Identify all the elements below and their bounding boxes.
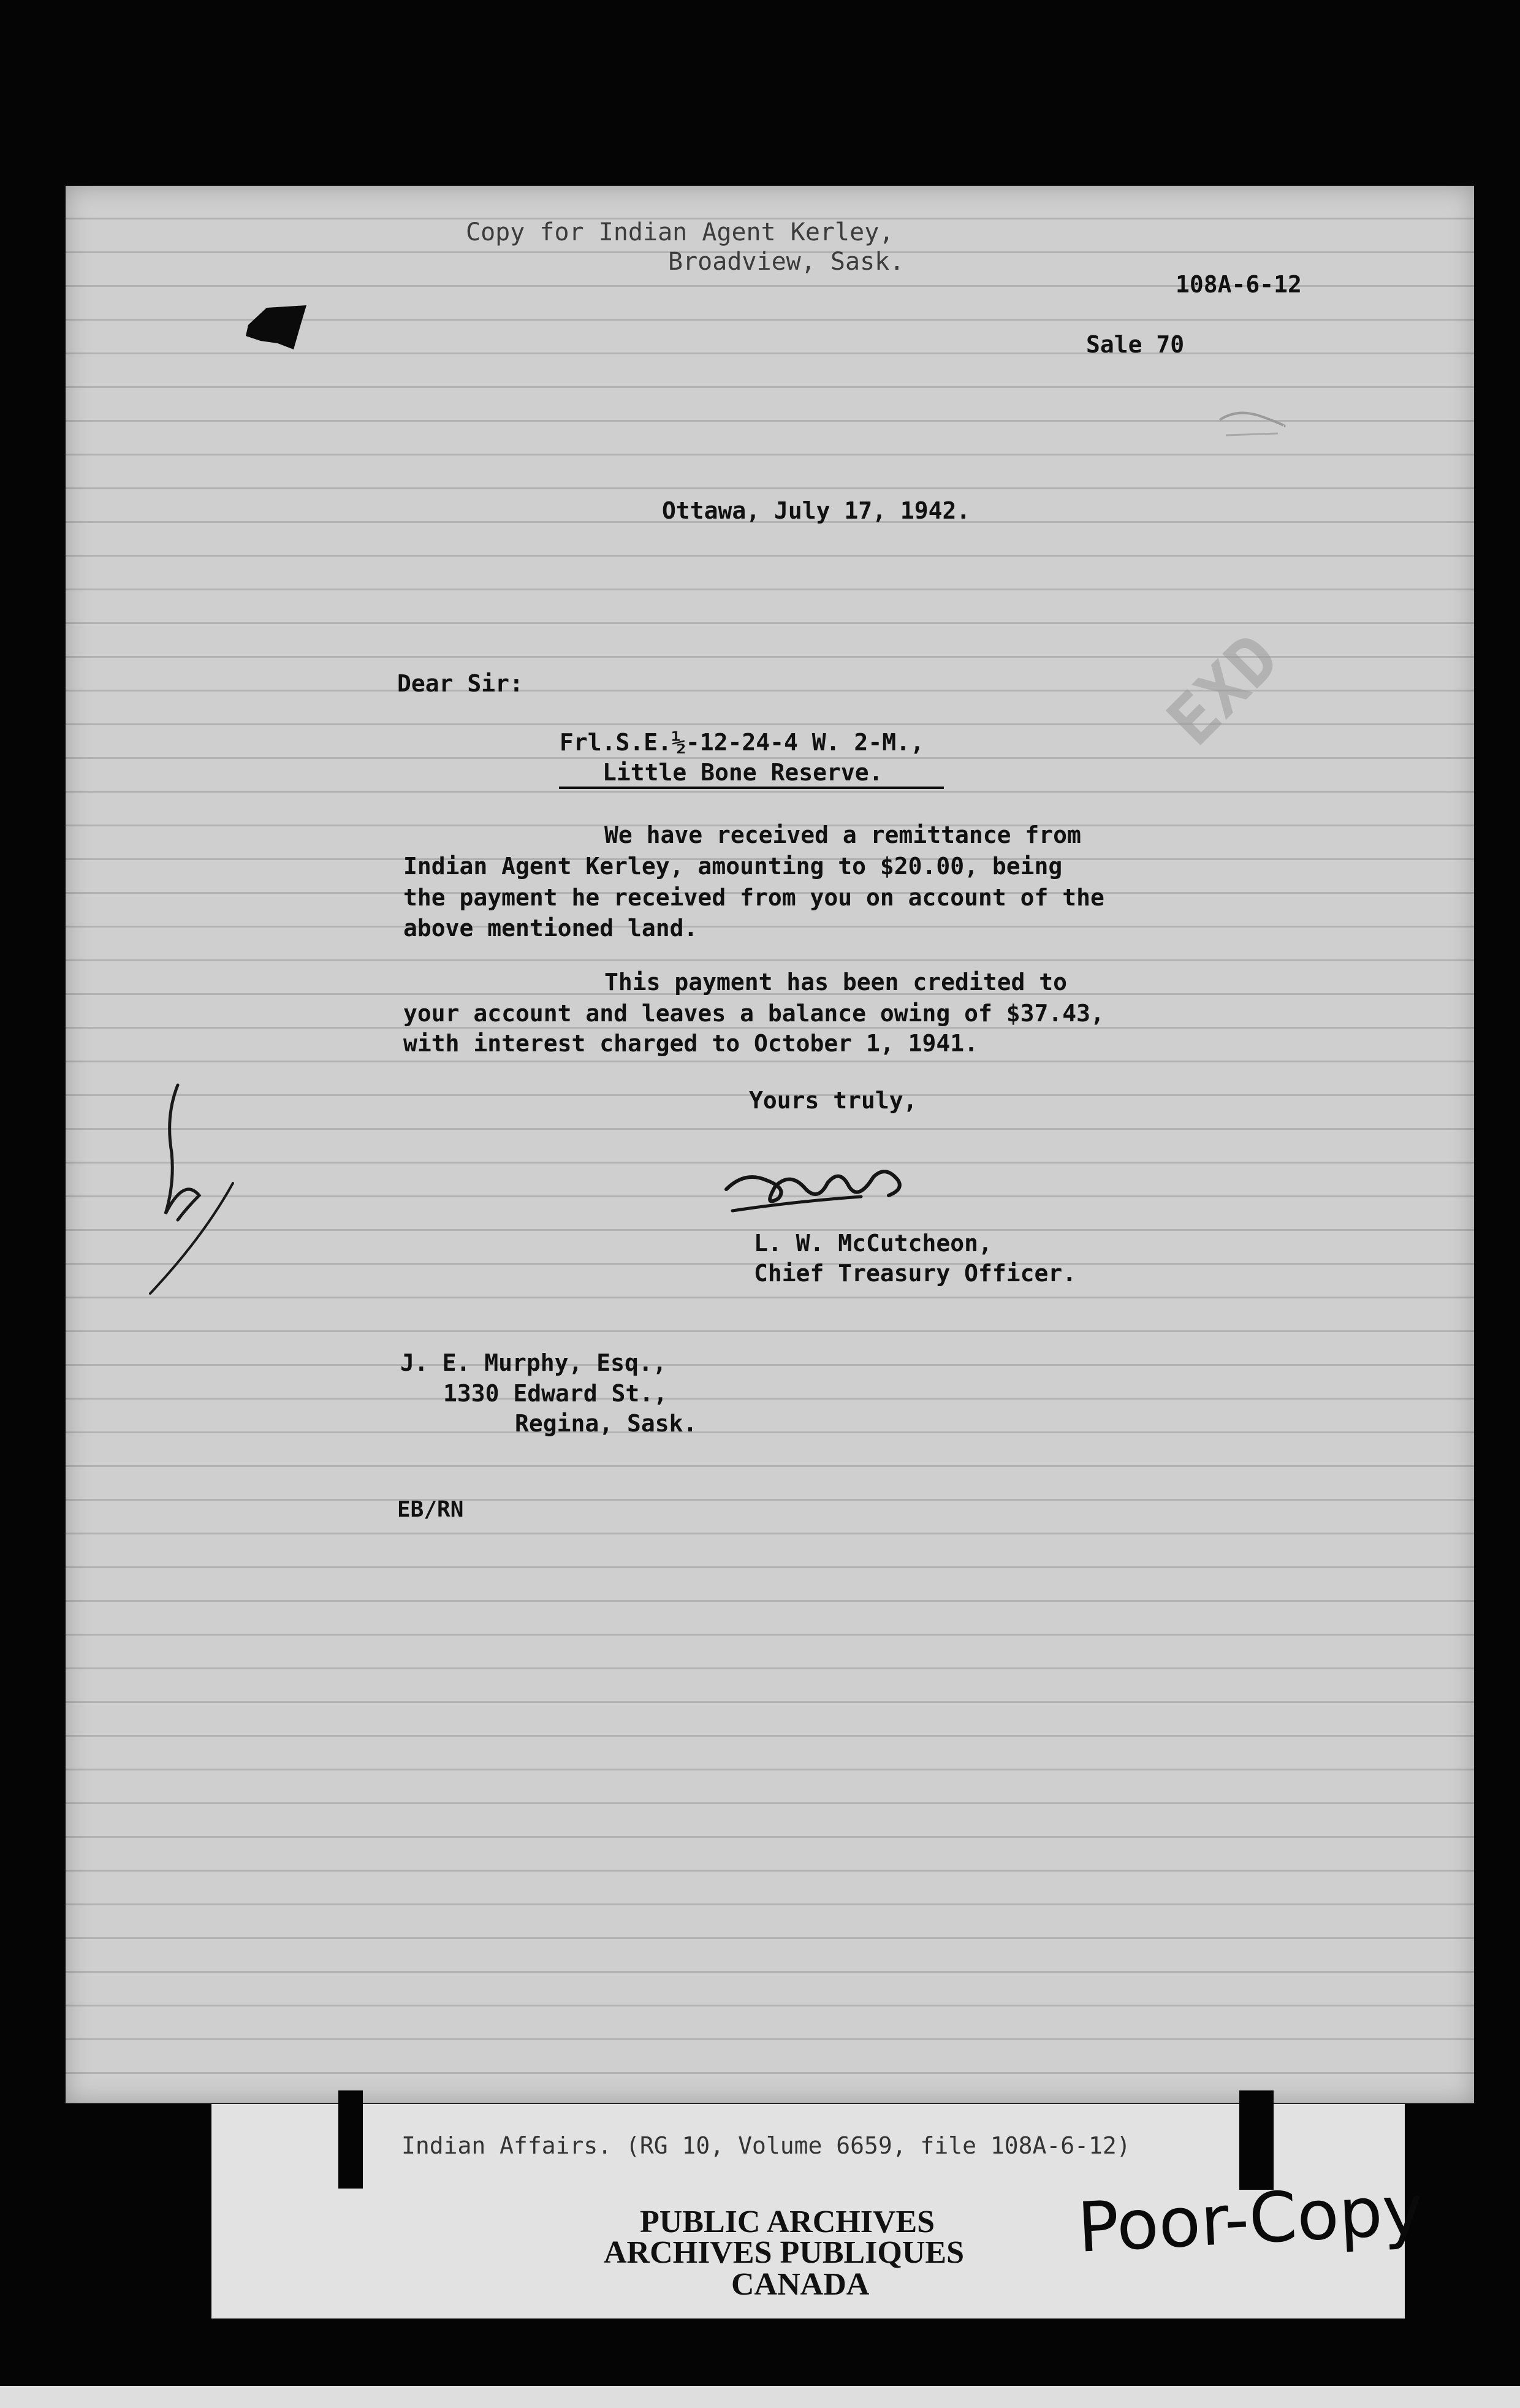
- archive-country: CANADA: [731, 2267, 870, 2302]
- signature: [720, 1153, 929, 1220]
- closing: Yours truly,: [749, 1087, 918, 1114]
- archive-name-en: PUBLIC ARCHIVES: [640, 2204, 935, 2239]
- archive-name-fr: ARCHIVES PUBLIQUES: [604, 2235, 965, 2270]
- label-clip-left: [338, 2090, 363, 2189]
- label-clip-right: [1239, 2090, 1274, 2190]
- paragraph-1-line-3: the payment he received from you on account of the: [403, 884, 1104, 911]
- subject-underline: [559, 787, 944, 789]
- faint-stamp: EXD: [1152, 619, 1294, 761]
- poor-copy-note: Poor-Copy: [1076, 2170, 1426, 2268]
- sale-number: Sale 70: [1086, 331, 1185, 358]
- archive-reference: Indian Affairs. (RG 10, Volume 6659, file 108A-6-12): [401, 2132, 1131, 2159]
- signer-name: L. W. McCutcheon,: [754, 1230, 992, 1257]
- letter-page: [66, 186, 1474, 2103]
- paragraph-2-line-1: This payment has been credited to: [604, 969, 1067, 996]
- paragraph-1-line-2: Indian Agent Kerley, amounting to $20.00, being: [403, 853, 1063, 880]
- addressee-line-3: Regina, Sask.: [515, 1410, 697, 1437]
- faint-mark: [1214, 402, 1287, 451]
- copy-line-2: Broadview, Sask.: [668, 248, 905, 276]
- letter-date: Ottawa, July 17, 1942.: [662, 497, 971, 524]
- paragraph-1-line-1: We have received a remittance from: [604, 821, 1081, 848]
- ink-blot: [242, 300, 316, 356]
- addressee-line-1: J. E. Murphy, Esq.,: [400, 1349, 667, 1376]
- salutation: Dear Sir:: [397, 670, 523, 697]
- typist-initials: EB/RN: [397, 1497, 464, 1522]
- signer-title: Chief Treasury Officer.: [754, 1260, 1077, 1287]
- subject-line-1: Frl.S.E.½-12-24-4 W. 2-M.,: [560, 729, 924, 756]
- paragraph-2-line-2: your account and leaves a balance owing of $37.43,: [403, 1000, 1104, 1027]
- paragraph-2-line-3: with interest charged to October 1, 1941.: [403, 1030, 978, 1057]
- file-number: 108A-6-12: [1176, 271, 1302, 298]
- margin-mark: [141, 1079, 245, 1300]
- bottom-strip: [0, 2386, 1520, 2408]
- addressee-line-2: 1330 Edward St.,: [443, 1380, 668, 1407]
- copy-line-1: Copy for Indian Agent Kerley,: [466, 218, 894, 246]
- paragraph-1-line-4: above mentioned land.: [403, 915, 698, 942]
- subject-line-2: Little Bone Reserve.: [602, 759, 883, 786]
